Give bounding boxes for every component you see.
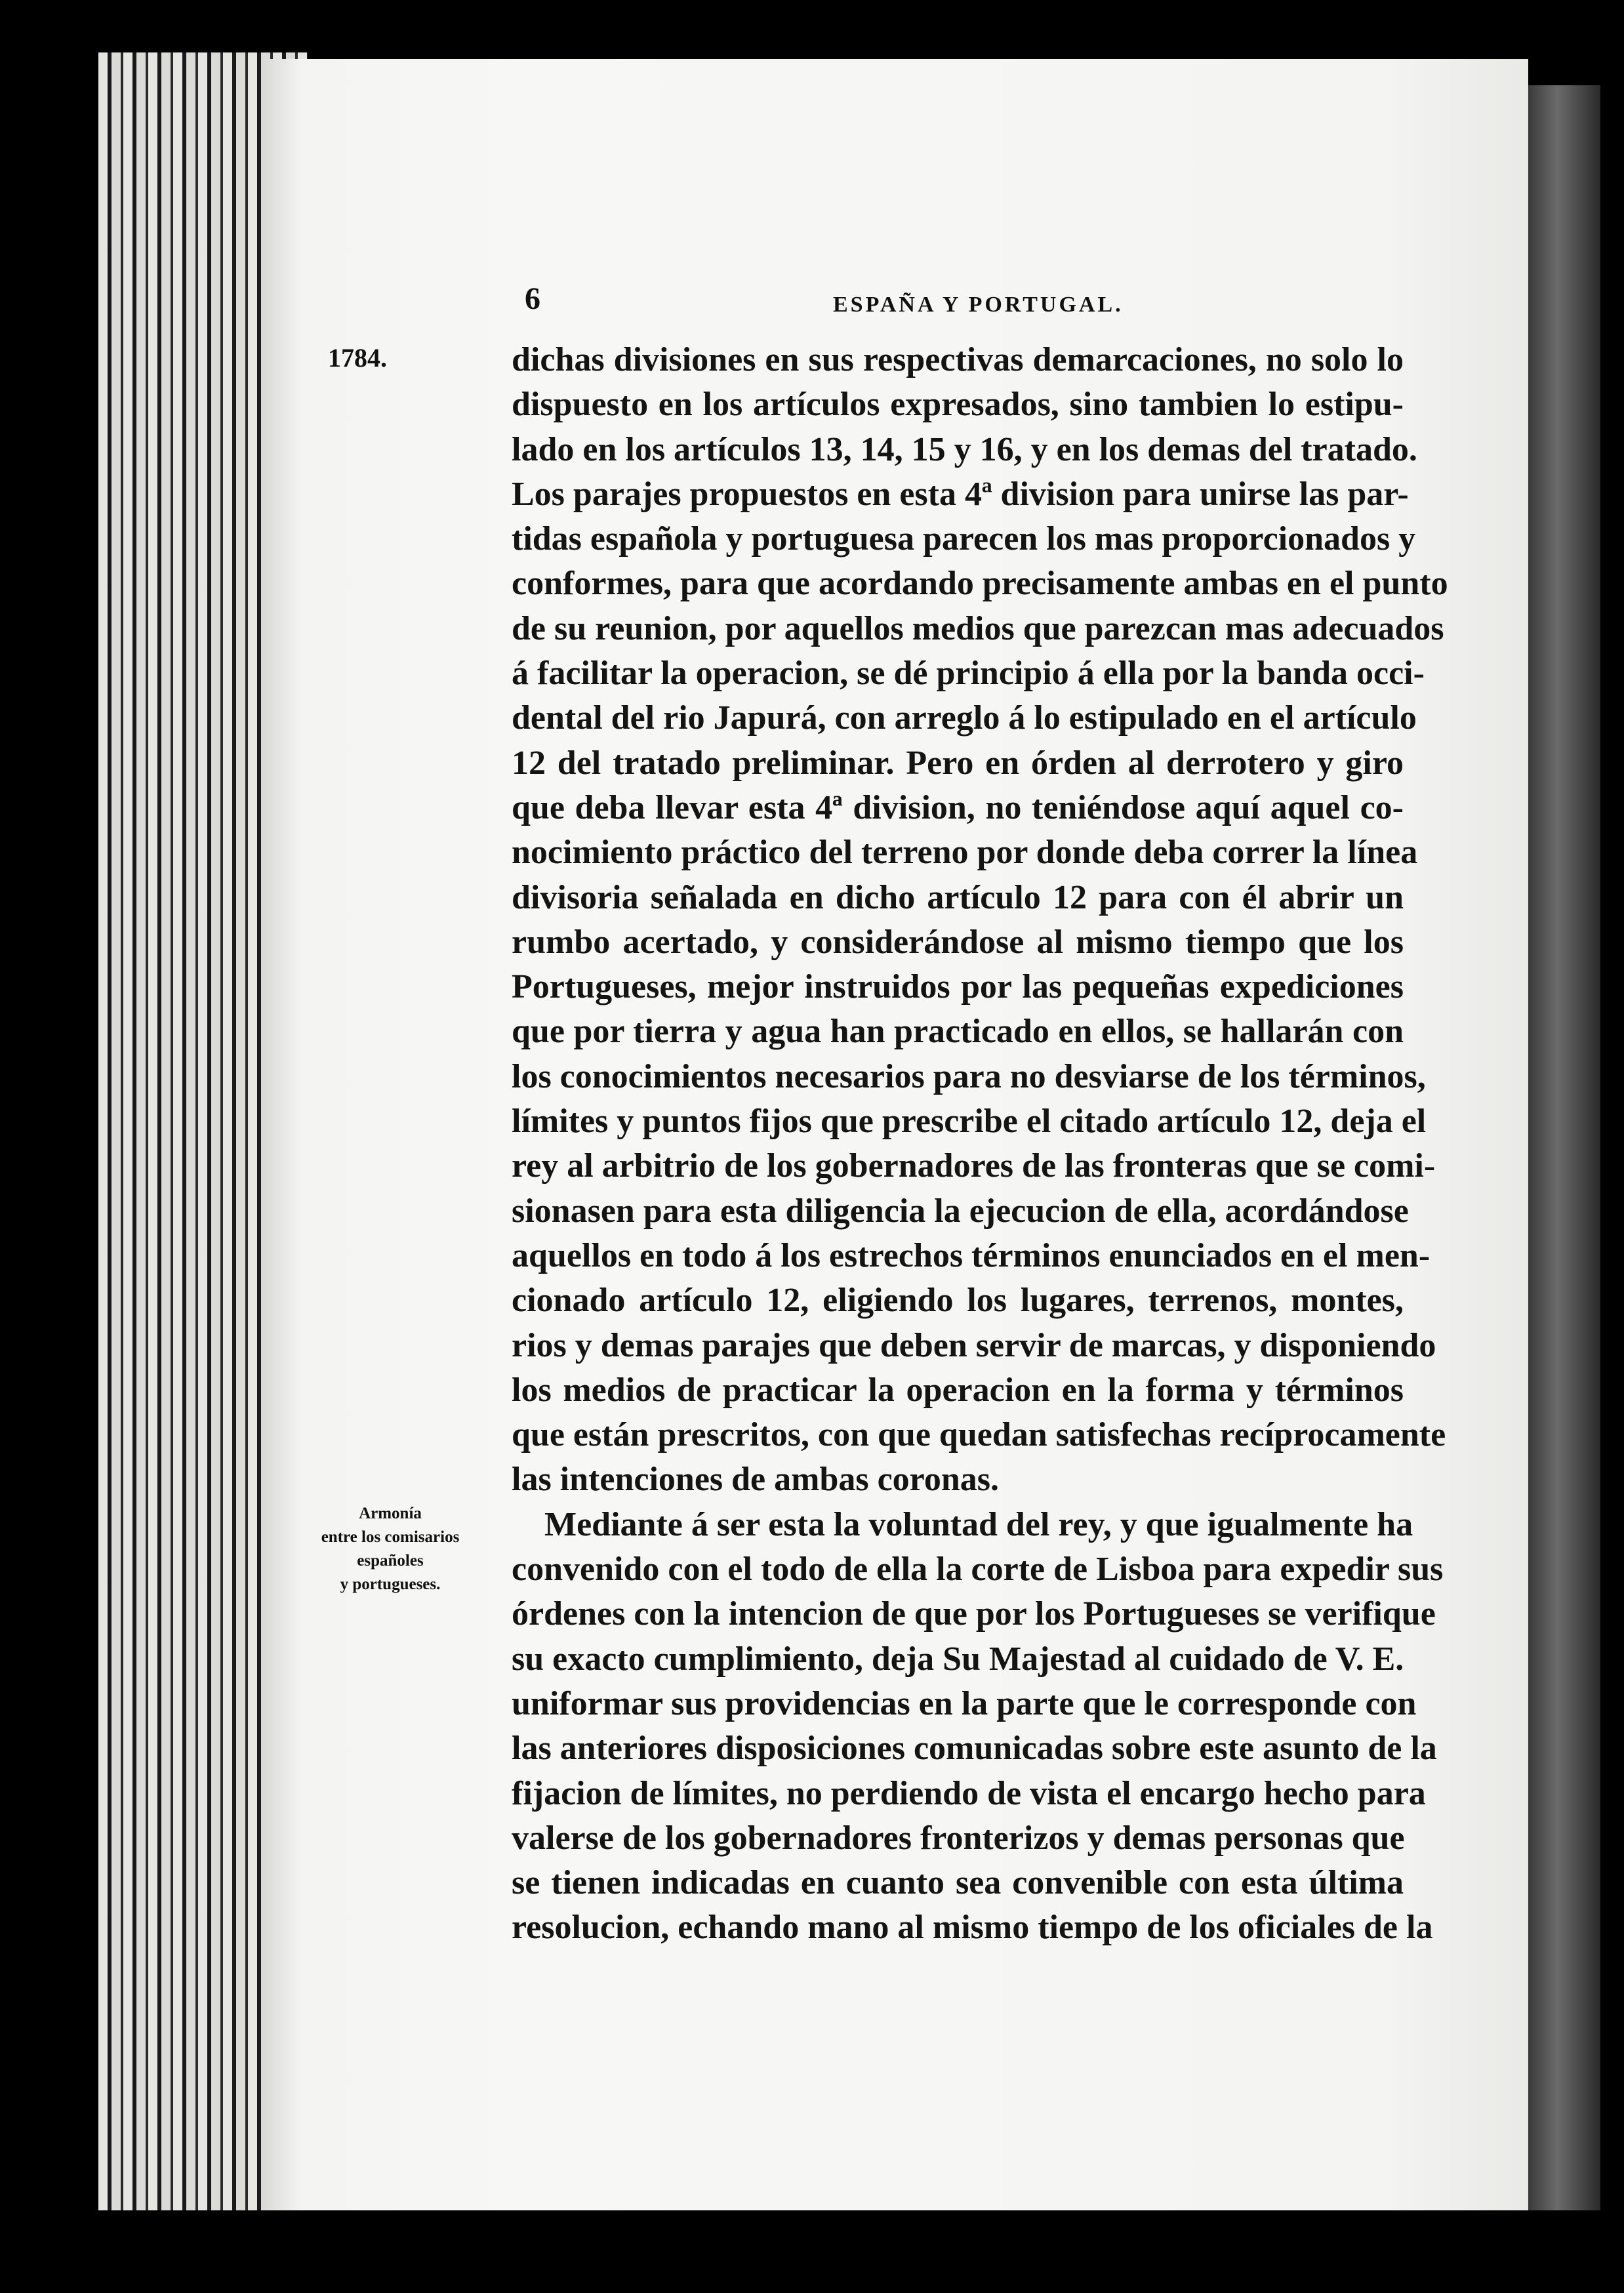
running-head xyxy=(525,281,1397,320)
text-line: resolucion, echando mano al mismo tiempo de los oficiales de la xyxy=(512,1909,1433,1947)
margin-side-note xyxy=(289,1502,492,1596)
text-line: rey al arbitrio de los gobernadores de las fronteras que se comi- xyxy=(512,1147,1436,1185)
text-line: las intenciones de ambas coronas. xyxy=(512,1461,999,1499)
margin-year: 1784. xyxy=(328,343,387,373)
text-line: Portugueses, mejor instruidos por las pequeñas expediciones xyxy=(512,968,1404,1006)
text-line: rumbo acertado, y considerándose al mismo tiempo que los xyxy=(512,923,1404,961)
text-line: límites y puntos fijos que prescribe el citado artículo 12, deja el xyxy=(512,1103,1427,1141)
side-note-line: Armonía xyxy=(359,1505,422,1522)
text-line: convenido con el todo de ella la corte de Lisboa para expedir sus xyxy=(512,1551,1444,1589)
text-line: que están prescritos, con que quedan satisfechas recíprocamente xyxy=(512,1416,1446,1454)
text-line: lado en los artículos 13, 14, 15 y 16, y en los demas del tratado. xyxy=(512,430,1417,468)
text-line: 12 del tratado preliminar. Pero en órden al derrotero y giro xyxy=(512,744,1404,782)
text-line: de su reunion, por aquellos medios que parezcan mas adecuados xyxy=(512,609,1444,647)
text-line: que por tierra y agua han practicado en ellos, se hallarán con xyxy=(512,1013,1404,1051)
text-line: órdenes con la intencion de que por los Portugueses se verifique xyxy=(512,1595,1436,1633)
side-note-line: y portugueses. xyxy=(340,1575,441,1593)
text-line: su exacto cumplimiento, deja Su Majestad al cuidado de V. E. xyxy=(512,1640,1404,1678)
text-line: nocimiento práctico del terreno por donde deba correr la línea xyxy=(512,834,1418,872)
text-line: uniformar sus providencias en la parte que le corresponde con xyxy=(512,1684,1417,1722)
text-line: á facilitar la operacion, se dé principio á ella por la banda occi- xyxy=(512,655,1425,693)
text-line: Mediante á ser esta la voluntad del rey, y que igualmente ha xyxy=(544,1505,1413,1543)
body-text xyxy=(512,338,1448,1951)
text-line: sionasen para esta diligencia la ejecucion de ella, acordándose xyxy=(512,1192,1409,1230)
text-line: dispuesto en los artículos expresados, sino tambien lo estipu- xyxy=(512,386,1404,424)
text-line: cionado artículo 12, eligiendo los lugares, terrenos, montes, xyxy=(512,1282,1404,1320)
text-line: valerse de los gobernadores fronterizos y demas personas que xyxy=(512,1819,1405,1857)
text-line: los medios de practicar la operacion en la forma y términos xyxy=(512,1371,1404,1409)
page-header-title: ESPAÑA Y PORTUGAL. xyxy=(833,293,1124,317)
page-number: 6 xyxy=(525,281,540,316)
text-line: se tienen indicadas en cuanto sea convenible con esta última xyxy=(512,1864,1404,1902)
text-line: dental del rio Japurá, con arreglo á lo estipulado en el artículo xyxy=(512,699,1417,737)
text-line: aquellos en todo á los estrechos términos enunciados en el men- xyxy=(512,1236,1431,1274)
text-line: que deba llevar esta 4ª division, no teniéndose aquí aquel co- xyxy=(512,788,1404,826)
side-note-line: españoles xyxy=(357,1552,424,1570)
side-note-line: entre los comisarios xyxy=(321,1528,460,1546)
page-gutter-shadow xyxy=(1528,85,1600,2210)
text-line: tidas española y portuguesa parecen los mas proporcionados y xyxy=(512,520,1416,558)
text-line: los conocimientos necesarios para no desviarse de los términos, xyxy=(512,1057,1426,1095)
text-line: fijacion de límites, no perdiendo de vista el encargo hecho para xyxy=(512,1774,1426,1812)
text-line: conformes, para que acordando precisamente ambas en el punto xyxy=(512,565,1448,603)
text-line: dichas divisiones en sus respectivas demarcaciones, no solo lo xyxy=(512,341,1404,378)
text-line: Los parajes propuestos en esta 4ª division para unirse las par- xyxy=(512,475,1409,513)
text-line: las anteriores disposiciones comunicadas sobre este asunto de la xyxy=(512,1730,1437,1768)
text-line: rios y demas parajes que deben servir de marcas, y disponiendo xyxy=(512,1326,1436,1364)
text-line: divisoria señalada en dicho artículo 12 para con él abrir un xyxy=(512,878,1404,916)
